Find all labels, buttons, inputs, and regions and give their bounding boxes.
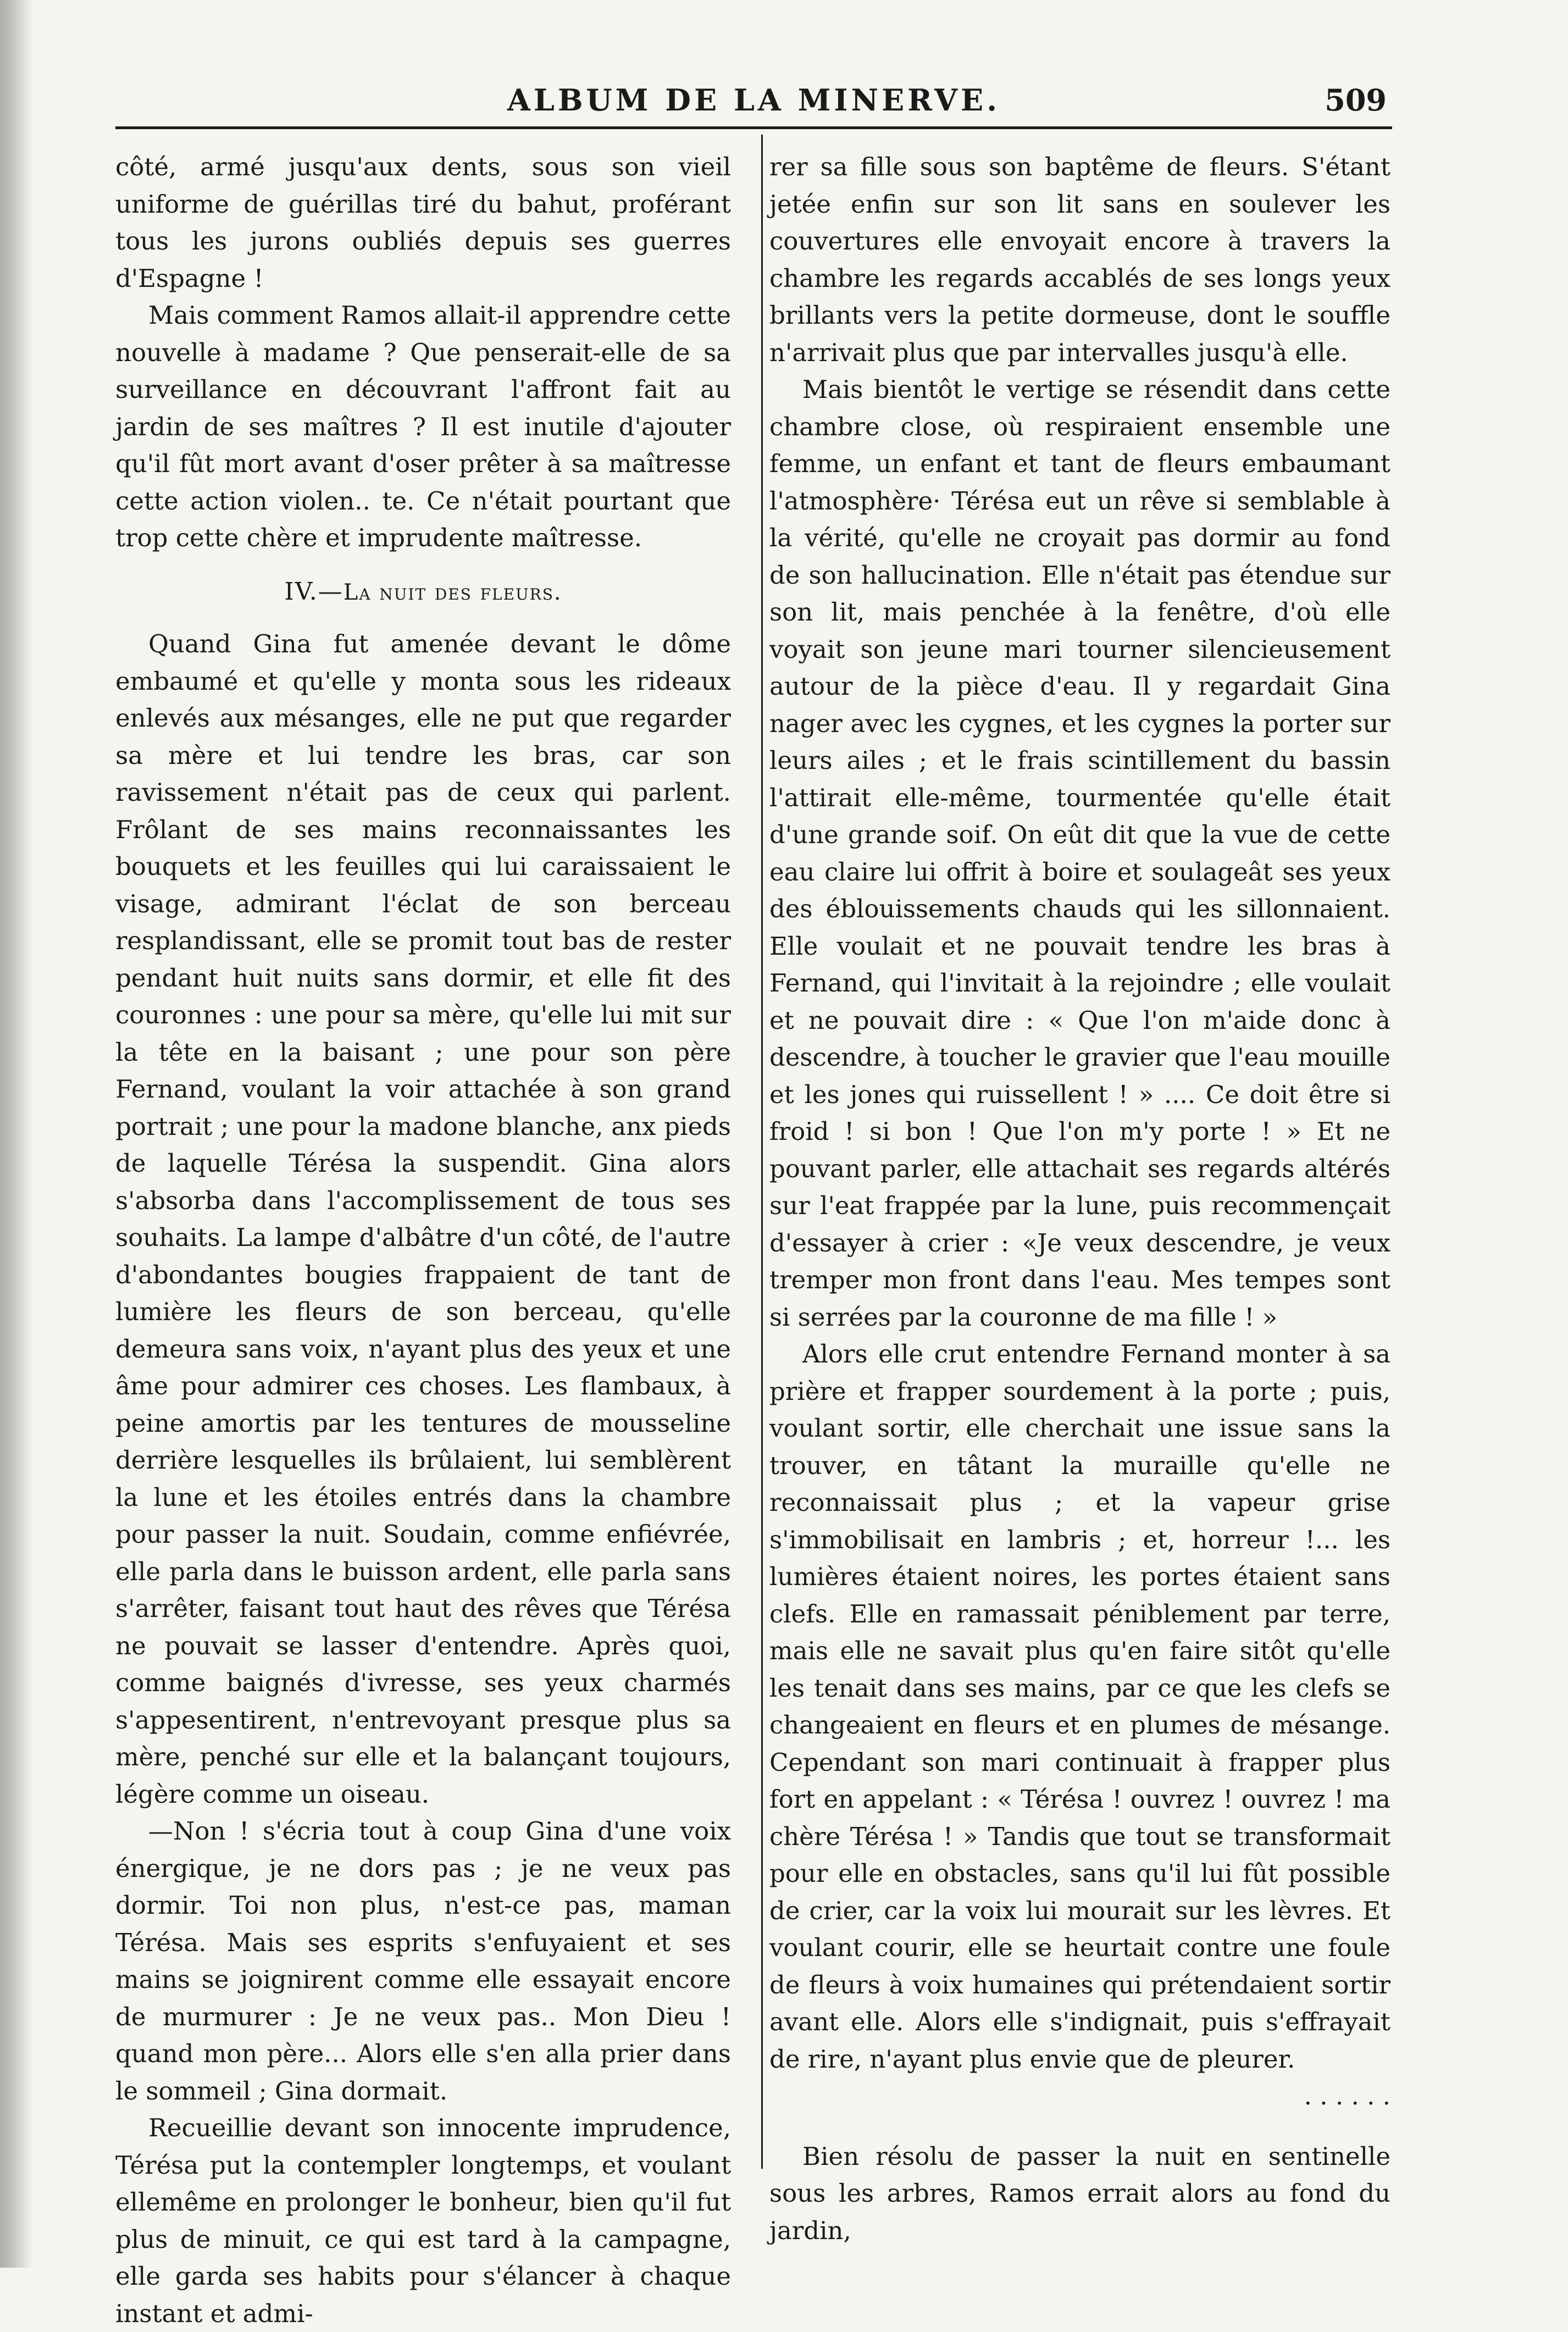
paragraph: Bien résolu de passer la nuit en sentinelle sous les arbres, Ramos errait alors au fond du jardin, (769, 2141, 1390, 2245)
ellipsis-dots: . . . . . . (1304, 2081, 1390, 2111)
section-heading (115, 573, 731, 612)
page-header (115, 77, 1392, 126)
right-column (769, 148, 1390, 2249)
paragraph: Mais comment Ramos allait-il apprendre cette nouvelle à madame ? Que penserait-elle de sa surveillance en découvrant l'affront fait au jardin de ses maîtres ? Il est inutile d'ajouter qu'il fût mort avant d'oser prêter à sa maîtresse cette action violen.. te. Ce n'était pourtant que trop cette chère et imprudente maîtresse. (115, 301, 731, 552)
page-edge-shadow (0, 0, 33, 2268)
running-title: ALBUM DE LA MINERVE. (507, 82, 1000, 118)
paragraph: Quand Gina fut amenée devant le dôme embaumé et qu'elle y monta sous les rideaux enlevés aux mésanges, elle ne put que regarder sa mère et lui tendre les bras, car son ravissement n'était pas de ceux qui parlent. Frôlant de ses mains reconnaissantes les bouquets et les feuilles qui lui caraissaient le visage, admirant l'éclat de son berceau resplandissant, elle se promit tout bas de rester pendant huit nuits sans dormir, et elle fit des couronnes : une pour sa mère, qu'elle lui mit sur la tête en la baisant ; une pour son père Fernand, voulant la voir attachée à son grand portrait ; une pour la madone blanche, anx pieds de laquelle Térésa la suspendit. Gina alors s'absorba dans l'accomplissement de tous ses souhaits. La lampe d'albâtre d'un côté, de l'autre d'abondantes bougies frappaient de tant de lumière les fleurs de son berceau, qu'elle demeura sans voix, n'ayant plus des yeux et une âme pour admirer ces choses. Les flambaux, à peine amortis par les tentures de mousseline derrière lesquelles ils brûlaient, lui semblèrent la lune et les étoiles entrés dans la chambre pour passer la nuit. Soudain, comme enfiévrée, elle parla dans le buisson ardent, elle parla sans s'arrêter, faisant tout haut des rêves que Térésa ne pouvait se lasser d'entendre. Après quoi, comme baignés d'ivresse, ses yeux charmés s'appesentirent, n'entrevoyant presque plus sa mère, penché sur elle et la balançant toujours, légère comme un oiseau. (115, 629, 731, 1809)
page-number: 509 (1325, 82, 1387, 118)
section-heading-number: IV.— (284, 577, 343, 606)
paragraph: Recueillie devant son innocente imprudence, Térésa put la contempler longtemps, et voulant ellemême en prolonger le bonheur, bien qu'il fut plus de minuit, ce qui est tard à la campagne, elle garda ses habits pour s'élancer à chaque instant et admi- (115, 2113, 731, 2328)
left-column (115, 148, 731, 2332)
paragraph: côté, armé jusqu'aux dents, sous son vieil uniforme de guérillas tiré du bahut, proférant tous les jurons oubliés depuis ses guerres d'Espagne ! (115, 152, 731, 293)
header-rule (115, 126, 1392, 129)
paragraph: Mais bientôt le vertige se résendit dans cette chambre close, où respiraient ensemble une femme, un enfant et tant de fleurs embaumant l'atmosphère· Térésa eut un rêve si semblable à la vérité, qu'elle ne croyait pas dormir au fond de son hallucination. Elle n'était pas étendue sur son lit, mais penchée à la fenêtre, d'où elle voyait son jeune mari tourner silencieusement autour de la pièce d'eau. Il y regardait Gina nager avec les cygnes, et les cygnes la porter sur leurs ailes ; et le frais scintillement du bassin l'attirait elle-même, tourmentée qu'elle était d'une grande soif. On eût dit que la vue de cette eau claire lui offrit à boire et soulageât ses yeux des éblouissements chauds qui les sillonnaient. Elle voulait et ne pouvait tendre les bras à Fernand, qui l'invitait à la rejoindre ; elle voulait et ne pouvait dire : « Que l'on m'aide donc à descendre, à toucher le gravier que l'eau mouille et les jones qui ruissellent ! » .... Ce doit être si froid ! si bon ! Que l'on m'y porte ! » Et ne pouvant parler, elle attachait ses regards altérés sur l'eat frappée par la lune, puis recommençait d'essayer à crier : «Je veux descendre, je veux tremper mon front dans l'eau. Mes tempes sont si serrées par la couronne de ma fille ! » (769, 375, 1390, 1332)
column-separator (761, 135, 763, 2169)
paragraph: Alors elle crut entendre Fernand monter à sa prière et frapper sourdement à la porte ; puis, voulant sortir, elle cherchait une issue sans la trouver, en tâtant la muraille qu'elle ne reconnaissait plus ; et la vapeur grise s'immobilisait en lambris ; et, horreur !... les lumières étaient noires, les portes étaient sans clefs. Elle en ramassait péniblement par terre, mais elle ne savait plus qu'en faire sitôt qu'elle les tenait dans ses mains, par ce que les clefs se changeaient en fleurs et en plumes de mésange. Cependant son mari continuait à frapper plus fort en appelant : « Térésa ! ouvrez ! ouvrez ! ma chère Térésa ! » Tandis que tout se transformait pour elle en obstacles, sans qu'il lui fût possible de crier, car la voix lui mourait sur les lèvres. Et voulant courir, elle se heurtait contre une foule de fleurs à voix humaines qui prétendaient sortir avant elle. Alors elle s'indignait, puis s'effrayait de rire, n'ayant plus envie que de pleurer. (769, 1339, 1390, 2074)
paragraph: rer sa fille sous son baptême de fleurs. S'étant jetée enfin sur son lit sans en soulever les couvertures elle envoyait encore à travers la chambre les regards accablés de ses longs yeux brillants vers la petite dormeuse, dont le souffle n'arrivait plus que par intervalles jusqu'à elle. (769, 152, 1390, 367)
section-heading-text: La nuit des fleurs. (343, 579, 562, 605)
section-gap (769, 2115, 1390, 2138)
paragraph: —Non ! s'écria tout à coup Gina d'une voix énergique, je ne dors pas ; je ne veux pas dormir. Toi non plus, n'est-ce pas, maman Térésa. Mais ses esprits s'enfuyaient et ses mains se joignirent comme elle essayait encore de murmurer : Je ne veux pas.. Mon Dieu ! quand mon père... Alors elle s'en alla prier dans le sommeil ; Gina dormait. (115, 1816, 731, 2106)
